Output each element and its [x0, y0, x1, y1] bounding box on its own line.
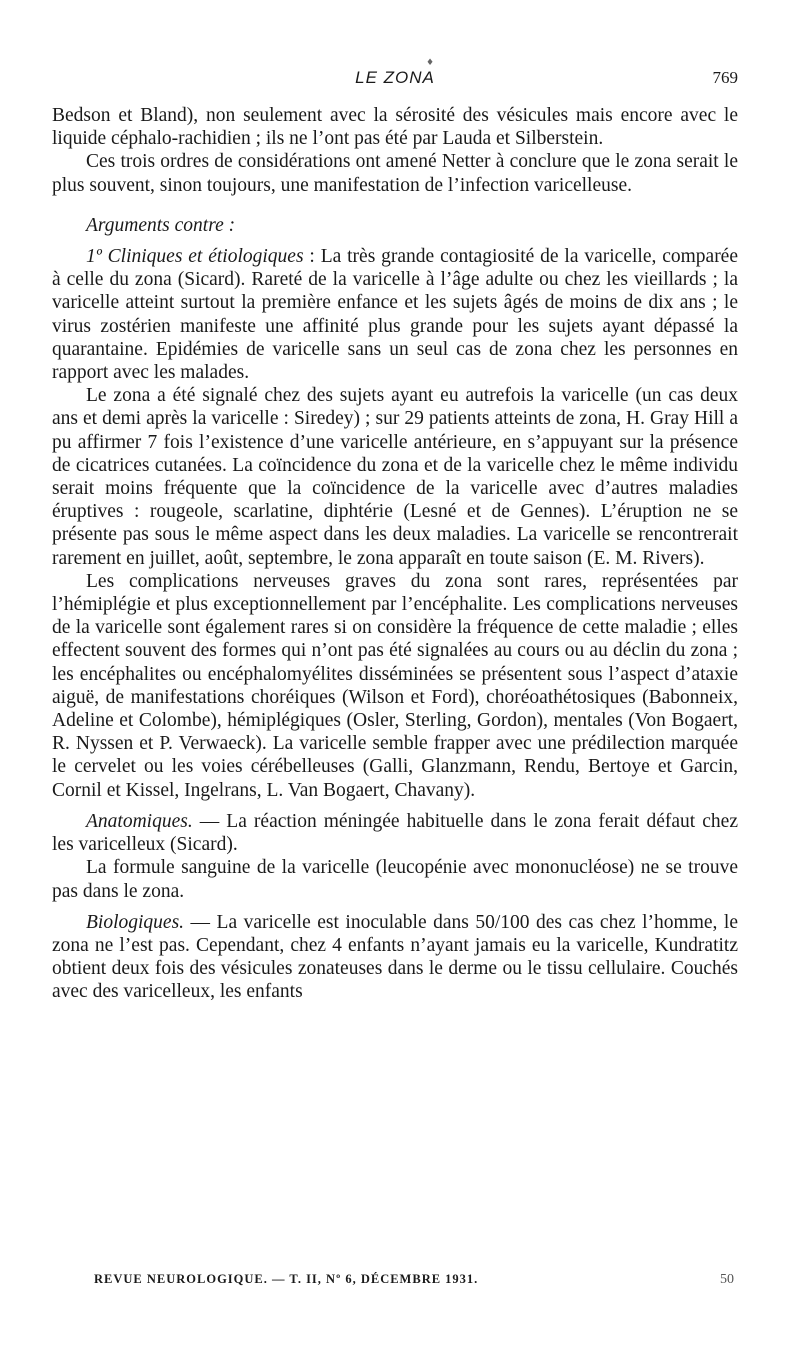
paragraph-continuation: Bedson et Bland), non seulement avec la sérosité des vésicules mais encore avec le liquide céphalo-rachidien ; ils ne l’ont pas été par Lauda et Silberstein.	[52, 105, 738, 150]
lead-biologiques: Biologiques.	[86, 911, 185, 933]
paragraph-siredey: Le zona a été signalé chez des sujets ayant eu autrefois la varicelle (un cas deux ans et demi après la varicelle : Siredey) ; sur 29 patients atteints de zona, H. Gray Hill a pu affirmer 7 fois l’existence d’une varicelle antérieure, en s’appuyant sur la présence de cicatrices cutanées. La coïncidence du zona et de la varicelle chez le même individu serait moins fréquente que la coïncidence de la varicelle avec d’autres maladies éruptives : rougeole, scarlatine, diphtérie (Lesné et de Gennes). L’éruption ne se présente pas sous le même aspect dans les deux maladies. La varicelle se rencontrerait rarement en juillet, août, septembre, le zona apparaît en toute saison (E. M. Rivers).	[52, 385, 738, 569]
paragraph-biologiques	[52, 911, 738, 1004]
paragraph-cliniques	[52, 245, 738, 384]
running-header	[52, 68, 738, 94]
paragraph-anatomiques	[52, 810, 738, 856]
journal-citation: REVUE NEUROLOGIQUE. — T. II, Nº 6, DÉCEMBRE 1931.	[94, 1272, 479, 1286]
text-anatomiques: — La réaction méningée habituelle dans le zona ferait défaut chez les varicelleux (Sicard).	[52, 810, 738, 856]
section-heading-arguments-contre: Arguments contre :	[86, 214, 236, 236]
stray-mark: ♦	[426, 58, 435, 68]
body-text	[52, 104, 738, 1004]
running-title: LE ZONA	[355, 68, 435, 87]
page-number: 769	[712, 68, 738, 87]
lead-cliniques: 1º Cliniques et étiologiques	[86, 246, 304, 268]
paragraph-formule-sanguine: La formule sanguine de la varicelle (leucopénie avec mononucléose) ne se trouve pas dans le zona.	[52, 857, 738, 902]
lead-anatomiques: Anatomiques.	[86, 810, 193, 832]
page-footer	[52, 1272, 738, 1294]
paragraph-complications: Les complications nerveuses graves du zona sont rares, représentées par l’hémiplégie et plus exceptionnellement par l’encéphalite. Les complications nerveuses de la varicelle sont également rares si on considère la fréquence de cette maladie ; elles effectent souvent des formes qui n’ont pas été signalées au cours ou au déclin du zona ; les encéphalites ou encéphalomyélites disséminées se présentent sous l’aspect d’ataxie aiguë, de manifestations choréiques (Wilson et Ford), choréoathétosiques (Babonneix, Adeline et Colombe), hémiplégiques (Osler, Sterling, Gordon), mentales (Von Bogaert, R. Nyssen et P. Verwaeck). La varicelle semble frapper avec une prédilection marquée le cervelet ou les voies cérébelleuses (Galli, Glanzmann, Rendu, Bertoye et Garcin, Cornil et Kissel, Ingelrans, L. Van Bogaert, Chavany).	[52, 570, 738, 801]
signature-mark: 50	[720, 1272, 734, 1287]
text-biologiques: — La varicelle est inoculable dans 50/100 des cas chez l’homme, le zona ne l’est pas. Cependant, chez 4 enfants n’ayant jamais eu la varicelle, Kundratitz obtient deux fois des vésicules zonateuses dans le derme ou le tissu cellulaire. Couchés avec des varicelleux, les enfants	[52, 911, 738, 1003]
paragraph-netter: Ces trois ordres de considérations ont amené Netter à conclure que le zona serait le plus souvent, sinon toujours, une manifestation de l’infection varicelleuse.	[52, 151, 738, 196]
text-cliniques: : La très grande contagiosité de la varicelle, comparée à celle du zona (Sicard). Rareté de la varicelle à l’âge adulte ou chez les vieillards ; la varicelle atteint surtout la première enfance et les sujets âgés de moins de dix ans ; le virus zostérien manifeste une affinité plus grande pour les sujets ayant dépassé la quarantaine. Epidémies de varicelle sans un seul cas de zona chez les personnes en rapport avec les malades.	[52, 246, 738, 384]
